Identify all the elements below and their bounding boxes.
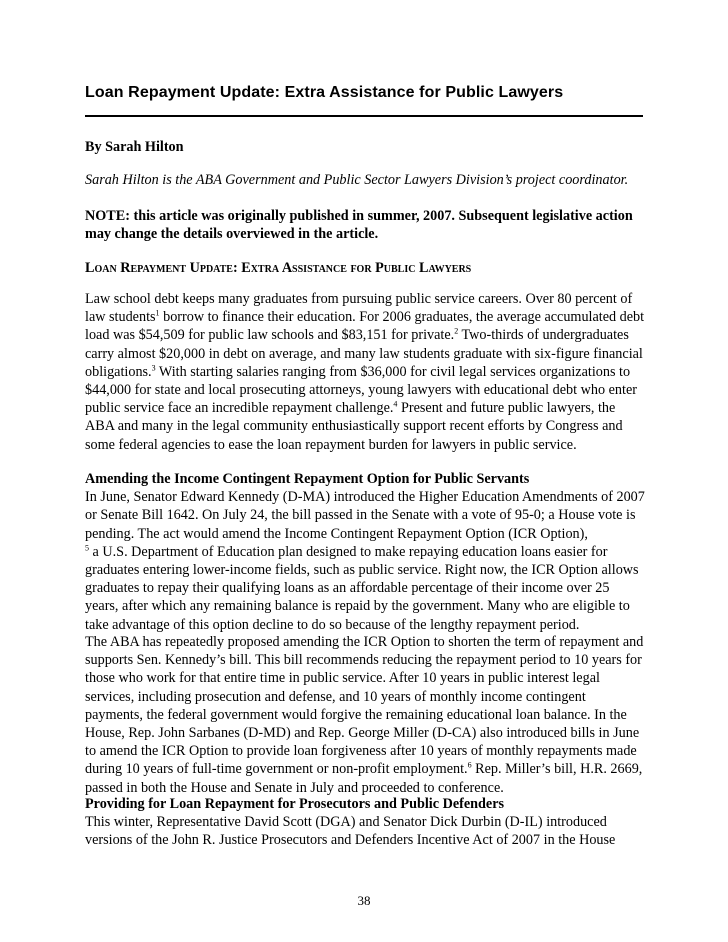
section-heading: Providing for Loan Repayment for Prosecutors and Public Defenders bbox=[85, 796, 505, 812]
footnote-ref: 2 bbox=[454, 326, 459, 336]
footnote-ref: 1 bbox=[155, 308, 160, 318]
footnote-ref: 4 bbox=[393, 399, 398, 409]
footnote-ref: 5 bbox=[85, 543, 89, 553]
footnote-ref: 6 bbox=[467, 760, 472, 770]
section-heading: Amending the Income Contingent Repayment Option for Public Servants bbox=[85, 471, 530, 487]
section-title: Loan Repayment Update: Extra Assistance for Public Lawyers bbox=[85, 260, 472, 276]
publication-note: NOTE: this article was originally published in summer, 2007. Subsequent legislative action may change the details overviewed in the article. bbox=[85, 208, 633, 243]
page-number: 38 bbox=[357, 893, 371, 908]
text-run: With starting salaries ranging from $36,000 for civil legal services organizations to $44,000 for state and local prosecuting attorneys, young lawyers with educational debt who enter public service face an incredible repayment challenge. bbox=[85, 363, 637, 417]
aba-paragraph bbox=[85, 633, 645, 797]
text-run: Law school debt keeps many graduates from pursuing public service careers. Over 80 percent of law students bbox=[85, 291, 633, 326]
author-bio: Sarah Hilton is the ABA Government and Public Sector Lawyers Division’s project coordinator. bbox=[85, 172, 629, 188]
title-rule bbox=[85, 115, 643, 117]
text-run: The ABA has repeatedly proposed amending the ICR Option to shorten the term of repayment and supports Sen. Kennedy’s bill. This bill recommends reducing the repayment period to 10 years for those who work for that entire time in public service. After 10 years in public interest legal services, including prosecution and defense, and 10 years of monthly income contingent payments, the federal government would forgive the remaining educational loan balance. In the House, Rep. John Sarbanes (D-MD) and Rep. George Miller (D-CA) also introduced bills in June to amend the ICR Option to provide loan forgiveness after 10 years of monthly repayments made during 10 years of full-time government or non-profit employment. bbox=[85, 634, 644, 778]
text-run: In June, Senator Edward Kennedy (D-MA) introduced the Higher Education Amendments of 2007 or Senate Bill 1642. On July 24, the bill passed in the Senate with a vote of 95-0; a House vote is pending. The act would amend the Income Contingent Repayment Option (ICR Option), bbox=[85, 489, 645, 542]
byline: By Sarah Hilton bbox=[85, 139, 184, 155]
intro-paragraph bbox=[85, 290, 645, 454]
prosecutors-section bbox=[85, 795, 645, 850]
text-run: Present and future public lawyers, the ABA and many in the legal community enthusiastically support recent efforts by Congress and some federal agencies to ease the loan repayment burden for lawyers in public service. bbox=[85, 400, 623, 453]
text-run: borrow to finance their education. For 2006 graduates, the average accumulated debt load was $54,509 for public law schools and $83,151 for private. bbox=[85, 309, 645, 344]
text-run: This winter, Representative David Scott (DGA) and Senator Dick Durbin (D-IL) introduced versions of the John R. Justice Prosecutors and Defenders Incentive Act of 2007 in the House bbox=[85, 814, 616, 849]
article-title: Loan Repayment Update: Extra Assistance for Public Lawyers bbox=[85, 84, 564, 101]
text-run: Two-thirds of undergraduates carry almost $20,000 in debt on average, and many law students graduate with six-figure financial obligations. bbox=[85, 327, 643, 380]
text-run: Rep. Miller’s bill, H.R. 2669, passed in both the House and Senate in July and proceeded to conference. bbox=[85, 761, 643, 796]
text-run: a U.S. Department of Education plan designed to make repaying education loans easier for graduates entering lower-income fields, such as public service. Right now, the ICR Option allows graduates to repay their qualifying loans as an affordable percentage of their income over 25 years, after which any remaining balance is repaid by the government. Many who are eligible to take advantage of this option decline to do so because of the lengthy repayment period. bbox=[85, 543, 639, 633]
footnote-ref: 3 bbox=[151, 363, 156, 373]
icr-section bbox=[85, 470, 645, 634]
